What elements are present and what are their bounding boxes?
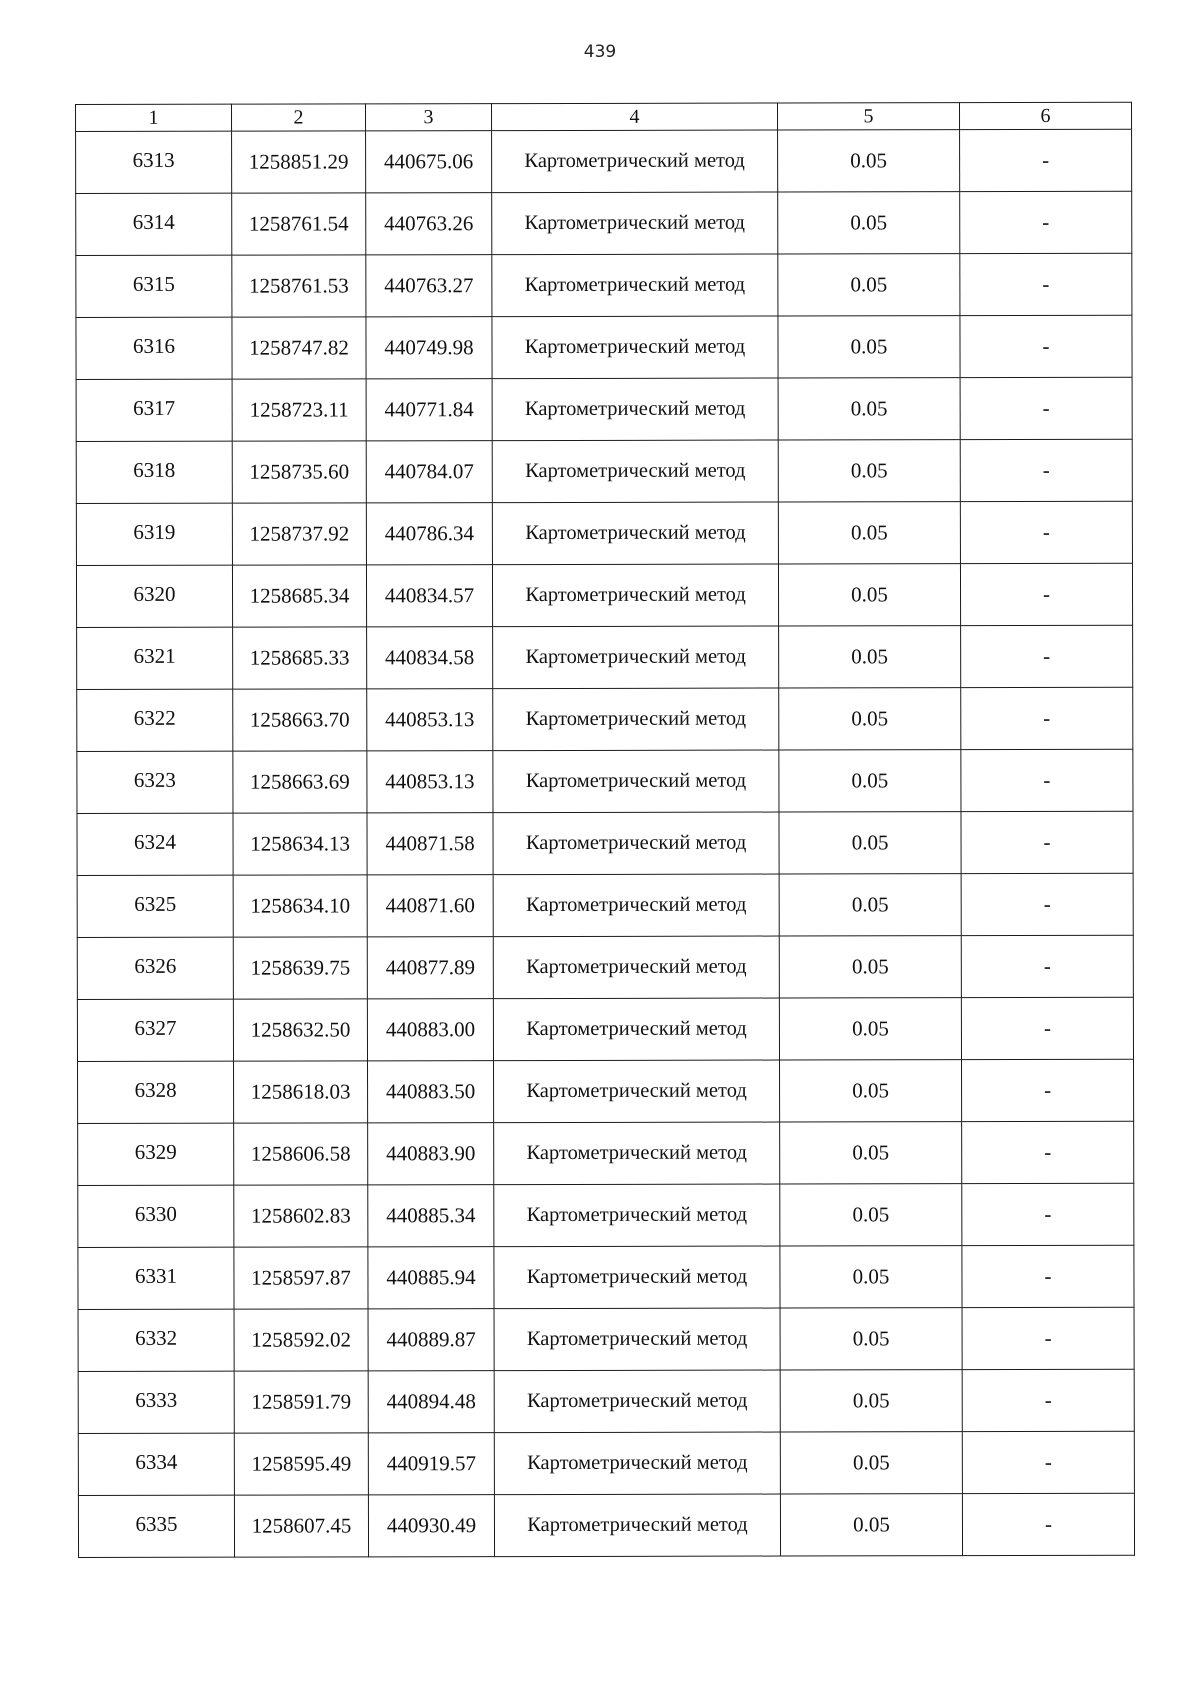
table-row — [77, 997, 1133, 1061]
y-coordinate-cell: 440883.00 — [367, 999, 493, 1061]
method-cell: Картометрический метод — [494, 1184, 780, 1247]
table-row — [78, 1183, 1134, 1247]
y-coordinate-cell: 440763.27 — [366, 255, 492, 317]
method-cell: Картометрический метод — [492, 254, 778, 317]
table-row — [77, 749, 1133, 813]
table-row — [76, 253, 1132, 317]
method-cell: Картометрический метод — [494, 1494, 780, 1557]
table-row — [76, 501, 1132, 565]
y-coordinate-cell: 440853.13 — [367, 689, 493, 751]
table-row — [78, 1121, 1134, 1185]
note-cell: - — [962, 1059, 1134, 1121]
table-row — [78, 1059, 1134, 1123]
accuracy-cell: 0.05 — [779, 936, 961, 998]
point-number-cell: 6332 — [78, 1309, 234, 1371]
x-coordinate-cell: 1258851.29 — [232, 131, 366, 193]
accuracy-cell: 0.05 — [780, 1246, 962, 1308]
point-number-cell: 6316 — [76, 317, 232, 379]
table-row — [77, 687, 1133, 751]
note-cell: - — [961, 749, 1133, 811]
accuracy-cell: 0.05 — [780, 1370, 962, 1432]
y-coordinate-cell: 440883.50 — [368, 1061, 494, 1123]
header-row — [76, 102, 1132, 131]
method-cell: Картометрический метод — [492, 440, 778, 503]
x-coordinate-cell: 1258634.10 — [233, 875, 367, 937]
y-coordinate-cell: 440771.84 — [366, 379, 492, 441]
method-cell: Картометрический метод — [492, 316, 778, 379]
method-cell: Картометрический метод — [494, 1246, 780, 1309]
y-coordinate-cell: 440763.26 — [366, 193, 492, 255]
y-coordinate-cell: 440871.58 — [367, 813, 493, 875]
column-header-1: 1 — [76, 104, 232, 131]
accuracy-cell: 0.05 — [780, 1122, 962, 1184]
note-cell: - — [962, 1307, 1134, 1369]
table-row — [78, 1307, 1134, 1371]
y-coordinate-cell: 440834.57 — [366, 565, 492, 627]
note-cell: - — [962, 1245, 1134, 1307]
point-number-cell: 6334 — [78, 1433, 234, 1495]
note-cell: - — [962, 1493, 1134, 1555]
table-row — [77, 935, 1133, 999]
accuracy-cell: 0.05 — [779, 874, 961, 936]
table-row — [76, 129, 1132, 193]
method-cell: Картометрический метод — [493, 626, 779, 689]
method-cell: Картометрический метод — [493, 812, 779, 875]
point-number-cell: 6322 — [77, 689, 233, 751]
table-header — [76, 102, 1132, 131]
table-row — [78, 1245, 1134, 1309]
accuracy-cell: 0.05 — [778, 130, 960, 192]
point-number-cell: 6324 — [77, 813, 233, 875]
method-cell: Картометрический метод — [494, 1370, 780, 1433]
note-cell: - — [960, 377, 1132, 439]
accuracy-cell: 0.05 — [778, 502, 960, 564]
point-number-cell: 6320 — [76, 565, 232, 627]
method-cell: Картометрический метод — [492, 564, 778, 627]
method-cell: Картометрический метод — [493, 936, 779, 999]
table-row — [76, 563, 1132, 627]
accuracy-cell: 0.05 — [780, 1308, 962, 1370]
accuracy-cell: 0.05 — [779, 626, 961, 688]
y-coordinate-cell: 440853.13 — [367, 751, 493, 813]
method-cell: Картометрический метод — [494, 1122, 780, 1185]
point-number-cell: 6318 — [76, 441, 232, 503]
y-coordinate-cell: 440834.58 — [367, 627, 493, 689]
x-coordinate-cell: 1258663.69 — [233, 751, 367, 813]
accuracy-cell: 0.05 — [778, 378, 960, 440]
y-coordinate-cell: 440885.34 — [368, 1185, 494, 1247]
note-cell: - — [960, 253, 1132, 315]
x-coordinate-cell: 1258602.83 — [234, 1185, 368, 1247]
x-coordinate-cell: 1258737.92 — [232, 503, 366, 565]
point-number-cell: 6323 — [77, 751, 233, 813]
accuracy-cell: 0.05 — [780, 1184, 962, 1246]
method-cell: Картометрический метод — [493, 750, 779, 813]
accuracy-cell: 0.05 — [779, 812, 961, 874]
y-coordinate-cell: 440883.90 — [368, 1123, 494, 1185]
method-cell: Картометрический метод — [493, 688, 779, 751]
y-coordinate-cell: 440675.06 — [366, 131, 492, 193]
column-header-5: 5 — [777, 103, 959, 130]
x-coordinate-cell: 1258595.49 — [234, 1433, 368, 1495]
accuracy-cell: 0.05 — [780, 1494, 962, 1556]
method-cell: Картометрический метод — [492, 192, 778, 255]
table-row — [78, 1493, 1134, 1557]
x-coordinate-cell: 1258685.34 — [232, 565, 366, 627]
x-coordinate-cell: 1258597.87 — [234, 1247, 368, 1309]
accuracy-cell: 0.05 — [778, 564, 960, 626]
point-number-cell: 6319 — [76, 503, 232, 565]
accuracy-cell: 0.05 — [778, 440, 960, 502]
accuracy-cell: 0.05 — [778, 192, 960, 254]
note-cell: - — [960, 563, 1132, 625]
y-coordinate-cell: 440894.48 — [368, 1371, 494, 1433]
point-number-cell: 6313 — [76, 131, 232, 193]
x-coordinate-cell: 1258634.13 — [233, 813, 367, 875]
page-number: 439 — [583, 42, 617, 62]
x-coordinate-cell: 1258607.45 — [234, 1495, 368, 1557]
note-cell: - — [962, 1183, 1134, 1245]
y-coordinate-cell: 440786.34 — [366, 503, 492, 565]
x-coordinate-cell: 1258685.33 — [233, 627, 367, 689]
x-coordinate-cell: 1258735.60 — [232, 441, 366, 503]
table-body — [76, 129, 1135, 1557]
point-number-cell: 6321 — [77, 627, 233, 689]
column-header-4: 4 — [492, 103, 778, 131]
method-cell: Картометрический метод — [494, 1308, 780, 1371]
y-coordinate-cell: 440877.89 — [367, 937, 493, 999]
y-coordinate-cell: 440919.57 — [368, 1433, 494, 1495]
y-coordinate-cell: 440749.98 — [366, 317, 492, 379]
method-cell: Картометрический метод — [494, 1432, 780, 1495]
y-coordinate-cell: 440871.60 — [367, 875, 493, 937]
column-header-2: 2 — [232, 104, 366, 131]
point-number-cell: 6330 — [78, 1185, 234, 1247]
table-row — [77, 625, 1133, 689]
accuracy-cell: 0.05 — [780, 1060, 962, 1122]
note-cell: - — [961, 997, 1133, 1059]
note-cell: - — [960, 439, 1132, 501]
note-cell: - — [961, 935, 1133, 997]
point-number-cell: 6326 — [77, 937, 233, 999]
y-coordinate-cell: 440784.07 — [366, 441, 492, 503]
note-cell: - — [962, 1369, 1134, 1431]
y-coordinate-cell: 440930.49 — [368, 1495, 494, 1557]
note-cell: - — [961, 811, 1133, 873]
point-number-cell: 6328 — [78, 1061, 234, 1123]
note-cell: - — [962, 1431, 1134, 1493]
x-coordinate-cell: 1258761.53 — [232, 255, 366, 317]
table-row — [76, 377, 1132, 441]
point-number-cell: 6317 — [76, 379, 232, 441]
point-number-cell: 6327 — [77, 999, 233, 1061]
point-number-cell: 6315 — [76, 255, 232, 317]
column-header-6: 6 — [959, 102, 1131, 129]
note-cell: - — [961, 625, 1133, 687]
point-number-cell: 6314 — [76, 193, 232, 255]
method-cell: Картометрический метод — [492, 130, 778, 193]
x-coordinate-cell: 1258747.82 — [232, 317, 366, 379]
accuracy-cell: 0.05 — [779, 998, 961, 1060]
table-row — [78, 1369, 1134, 1433]
y-coordinate-cell: 440885.94 — [368, 1247, 494, 1309]
note-cell: - — [960, 129, 1132, 191]
method-cell: Картометрический метод — [493, 998, 779, 1061]
x-coordinate-cell: 1258592.02 — [234, 1309, 368, 1371]
table-row — [76, 439, 1132, 503]
method-cell: Картометрический метод — [492, 378, 778, 441]
note-cell: - — [961, 687, 1133, 749]
x-coordinate-cell: 1258632.50 — [233, 999, 367, 1061]
point-number-cell: 6329 — [78, 1123, 234, 1185]
x-coordinate-cell: 1258723.11 — [232, 379, 366, 441]
y-coordinate-cell: 440889.87 — [368, 1309, 494, 1371]
x-coordinate-cell: 1258663.70 — [233, 689, 367, 751]
table-row — [78, 1431, 1134, 1495]
note-cell: - — [960, 501, 1132, 563]
note-cell: - — [960, 315, 1132, 377]
x-coordinate-cell: 1258606.58 — [234, 1123, 368, 1185]
x-coordinate-cell: 1258618.03 — [234, 1061, 368, 1123]
accuracy-cell: 0.05 — [780, 1432, 962, 1494]
accuracy-cell: 0.05 — [779, 750, 961, 812]
table-row — [77, 873, 1133, 937]
table-row — [76, 191, 1132, 255]
point-number-cell: 6333 — [78, 1371, 234, 1433]
note-cell: - — [960, 191, 1132, 253]
table-row — [76, 315, 1132, 379]
x-coordinate-cell: 1258761.54 — [232, 193, 366, 255]
point-number-cell: 6331 — [78, 1247, 234, 1309]
accuracy-cell: 0.05 — [778, 254, 960, 316]
accuracy-cell: 0.05 — [778, 316, 960, 378]
column-header-3: 3 — [366, 104, 492, 131]
method-cell: Картометрический метод — [494, 1060, 780, 1123]
note-cell: - — [962, 1121, 1134, 1183]
point-number-cell: 6325 — [77, 875, 233, 937]
note-cell: - — [961, 873, 1133, 935]
accuracy-cell: 0.05 — [779, 688, 961, 750]
method-cell: Картометрический метод — [492, 502, 778, 565]
point-number-cell: 6335 — [78, 1495, 234, 1557]
x-coordinate-cell: 1258591.79 — [234, 1371, 368, 1433]
method-cell: Картометрический метод — [493, 874, 779, 937]
coordinates-table — [75, 102, 1135, 1558]
x-coordinate-cell: 1258639.75 — [233, 937, 367, 999]
table-row — [77, 811, 1133, 875]
